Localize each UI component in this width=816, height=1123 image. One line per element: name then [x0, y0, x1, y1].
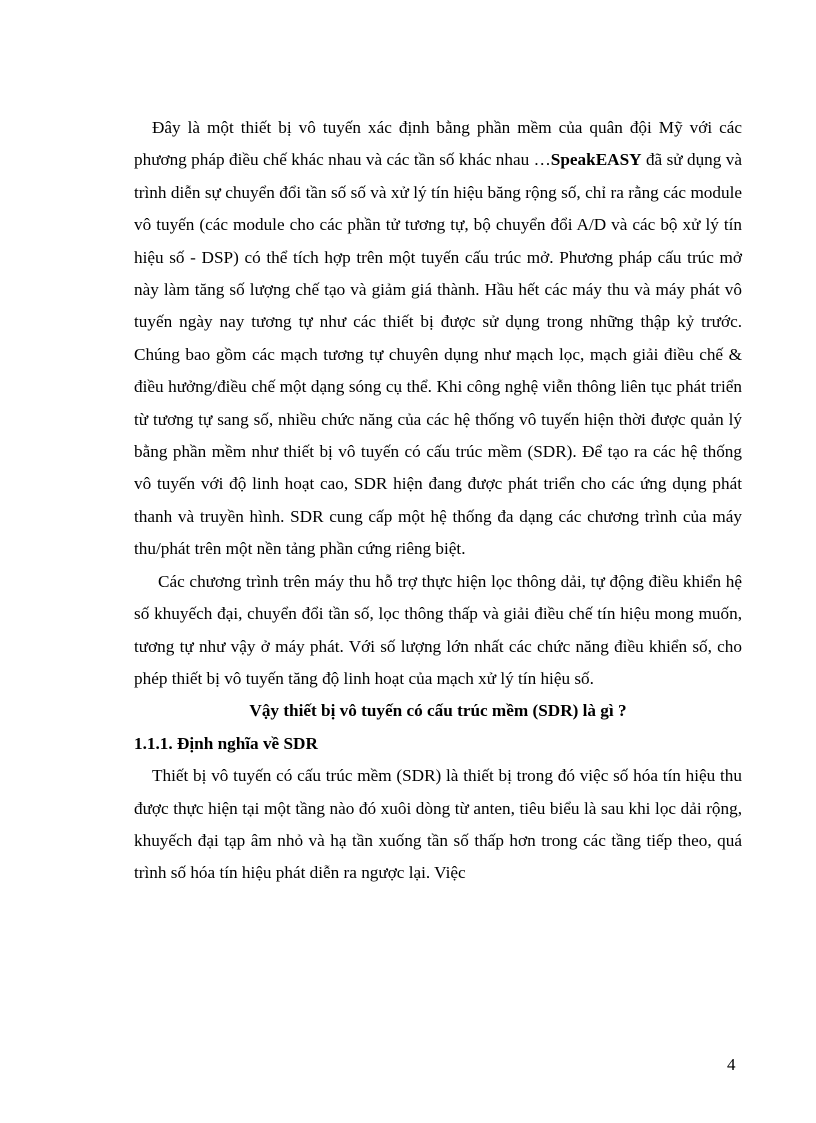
- document-page: [134, 112, 742, 890]
- paragraph-sdr-definition: Thiết bị vô tuyến có cấu trúc mềm (SDR) là thiết bị trong đó việc số hóa tín hiệu thu được thực hiện tại một tầng nào đó xuôi dòng từ anten, tiêu biểu là sau khi lọc dải rộng, khuyếch đại tạp âm nhỏ và hạ tần xuống tần số thấp hơn trong các tầng tiếp theo, quá trình số hóa tín hiệu phát diễn ra ngược lại. Việc: [134, 766, 742, 883]
- paragraph-receiver-programs: Các chương trình trên máy thu hỗ trợ thực hiện lọc thông dải, tự động điều khiển hệ số khuyếch đại, chuyển đổi tần số, lọc thông thấp và giải điều chế tín hiệu mong muốn, tương tự như vậy ở máy phát. Với số lượng lớn nhất các chức năng điều khiển số, cho phép thiết bị vô tuyến tăng độ linh hoạt của mạch xử lý tín hiệu số.: [134, 571, 742, 688]
- paragraph-1-body: đã sử dụng và trình diễn sự chuyển đổi tần số số và xử lý tín hiệu băng rộng số, chỉ ra rằng các module vô tuyến (các module cho các phần tử tương tự, bộ chuyển đổi A/D và các bộ xử lý tín hiệu số - DSP) có thể tích hợp trên một tuyến cấu trúc mở. Phương pháp cấu trúc mở này làm tăng số lượng chế tạo và giảm giá thành. Hầu hết các máy thu và máy phát vô tuyến ngày nay tương tự như các thiết bị được sử dụng trong những thập kỷ trước. Chúng bao gồm các mạch tương tự chuyên dụng như mạch lọc, mạch giải điều chế & điều hưởng/điều chế một dạng sóng cụ thể. Khi công nghệ viễn thông liên tục phát triển từ tương tự sang số, nhiều chức năng của các hệ thống vô tuyến hiện thời được quản lý bằng phần mềm như thiết bị vô tuyến có cấu trúc mềm (SDR). Để tạo ra các hệ thống vô tuyến với độ linh hoạt cao, SDR hiện đang được phát triển cho các ứng dụng phát thanh và truyền hình. SDR cung cấp một hệ thống đa dạng các chương trình của máy thu/phát trên một nền tảng phần cứng riêng biệt.: [134, 150, 742, 559]
- paragraph-1-intro: Đây là một thiết bị vô tuyến xác định bằng phần mềm của quân đội Mỹ với các phương pháp điều chế khác nhau và các tần số khác nhau …: [134, 118, 742, 170]
- page-number: 4: [727, 1055, 736, 1074]
- section-heading: 1.1.1. Định nghĩa về SDR: [134, 733, 318, 753]
- question-heading: Vậy thiết bị vô tuyến có cấu trúc mềm (SDR) là gì ?: [249, 701, 627, 721]
- brand-speakeasy: SpeakEASY: [550, 150, 642, 170]
- paragraph-speakeasy: [134, 112, 742, 566]
